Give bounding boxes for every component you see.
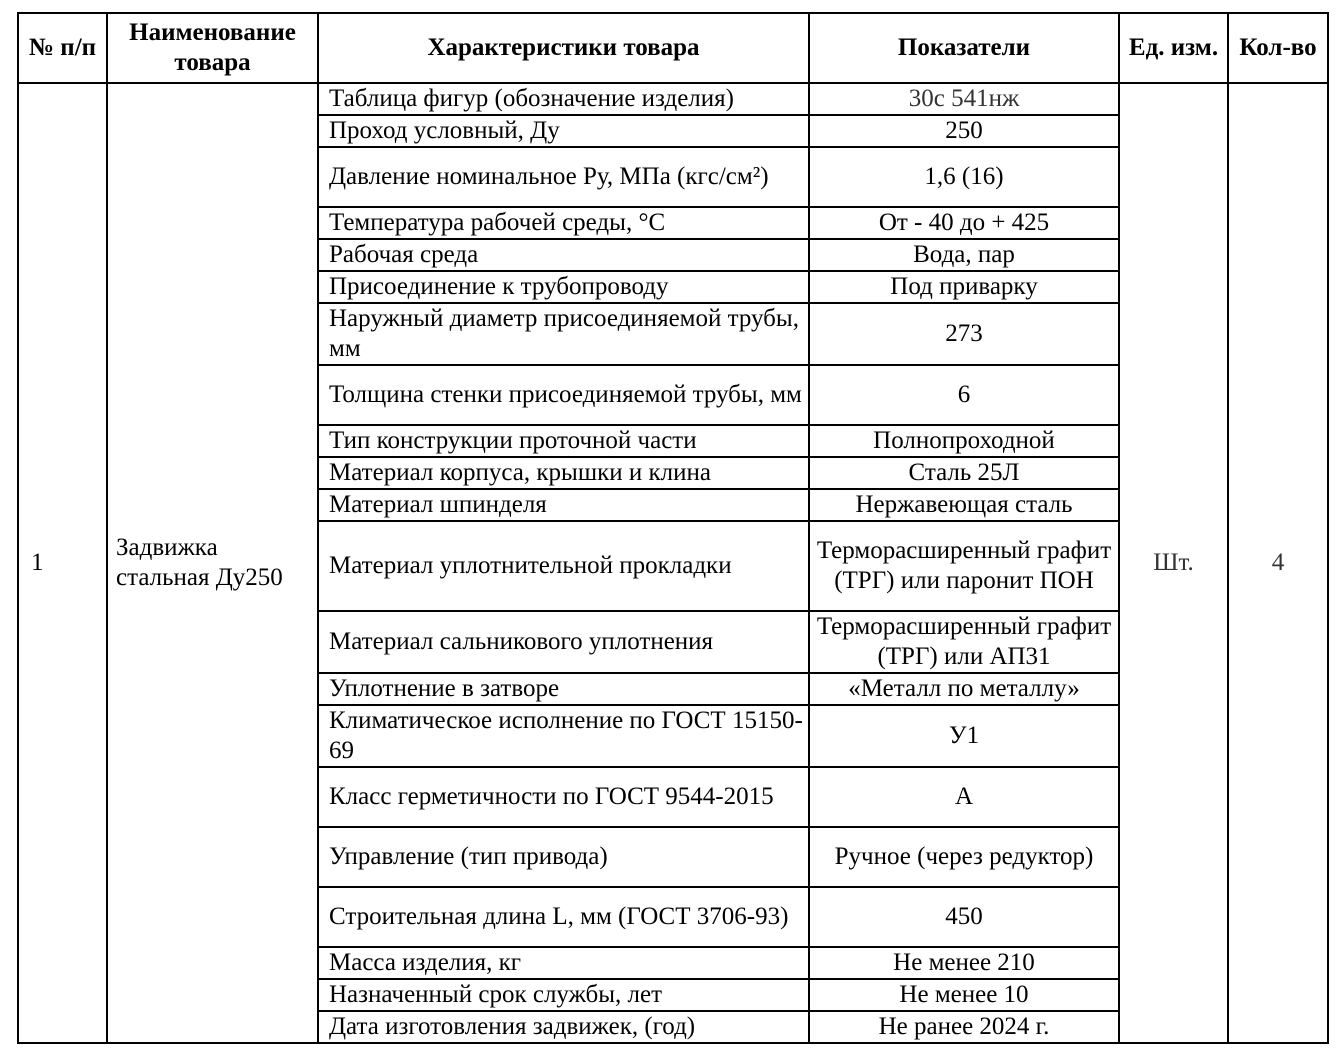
value-cell: 450	[809, 887, 1119, 947]
header-qty: Кол-во	[1228, 13, 1328, 83]
characteristic-cell: Материал уплотнительной прокладки	[318, 521, 809, 611]
characteristic-cell: Материал корпуса, крышки и клина	[318, 457, 809, 489]
value-cell: Нержавеющая сталь	[809, 489, 1119, 521]
characteristic-cell: Строительная длина L, мм (ГОСТ 3706-93)	[318, 887, 809, 947]
value-cell: Сталь 25Л	[809, 457, 1119, 489]
value-cell: 30с 541нж	[809, 83, 1119, 115]
characteristic-cell: Назначенный срок службы, лет	[318, 979, 809, 1011]
value-cell: 6	[809, 365, 1119, 425]
header-name: Наименование товара	[107, 13, 318, 83]
value-cell: Не менее 210	[809, 947, 1119, 979]
characteristic-cell: Таблица фигур (обозначение изделия)	[318, 83, 809, 115]
characteristic-cell: Климатическое исполнение по ГОСТ 15150-69	[318, 705, 809, 767]
characteristic-cell: Масса изделия, кг	[318, 947, 809, 979]
characteristic-cell: Давление номинальное Ру, МПа (кгс/см²)	[318, 147, 809, 207]
header-num: № п/п	[18, 13, 107, 83]
characteristic-cell: Управление (тип привода)	[318, 827, 809, 887]
characteristic-cell: Класс герметичности по ГОСТ 9544-2015	[318, 767, 809, 827]
table-row	[18, 83, 1328, 115]
value-cell: У1	[809, 705, 1119, 767]
value-cell: Вода, пар	[809, 239, 1119, 271]
value-cell: Терморасширенный графит (ТРГ) или АП31	[809, 611, 1119, 673]
value-cell: Не менее 10	[809, 979, 1119, 1011]
item-name: Задвижка стальная Ду250	[107, 83, 318, 1043]
characteristic-cell: Материал шпинделя	[318, 489, 809, 521]
value-cell: 273	[809, 303, 1119, 365]
value-cell: Под приварку	[809, 271, 1119, 303]
item-unit: Шт.	[1119, 83, 1228, 1043]
characteristic-cell: Проход условный, Ду	[318, 115, 809, 147]
value-cell: Ручное (через редуктор)	[809, 827, 1119, 887]
characteristic-cell: Рабочая среда	[318, 239, 809, 271]
characteristic-cell: Дата изготовления задвижек, (год)	[318, 1011, 809, 1043]
characteristic-cell: Толщина стенки присоединяемой трубы, мм	[318, 365, 809, 425]
header-unit: Ед. изм.	[1119, 13, 1228, 83]
item-number: 1	[18, 83, 107, 1043]
characteristic-cell: Температура рабочей среды, °С	[318, 207, 809, 239]
characteristic-cell: Уплотнение в затворе	[318, 673, 809, 705]
value-cell: Полнопроходной	[809, 425, 1119, 457]
value-cell: «Металл по металлу»	[809, 673, 1119, 705]
value-cell: 1,6 (16)	[809, 147, 1119, 207]
value-cell: Терморасширенный графит (ТРГ) или паронит ПОН	[809, 521, 1119, 611]
characteristic-cell: Материал сальникового уплотнения	[318, 611, 809, 673]
header-indicators: Показатели	[809, 13, 1119, 83]
item-quantity: 4	[1228, 83, 1328, 1043]
value-cell: А	[809, 767, 1119, 827]
characteristic-cell: Наружный диаметр присоединяемой трубы, мм	[318, 303, 809, 365]
header-characteristic: Характеристики товара	[318, 13, 809, 83]
table-header-row	[18, 13, 1328, 83]
value-cell: Не ранее 2024 г.	[809, 1011, 1119, 1043]
characteristic-cell: Присоединение к трубопроводу	[318, 271, 809, 303]
characteristic-cell: Тип конструкции проточной части	[318, 425, 809, 457]
value-cell: От - 40 до + 425	[809, 207, 1119, 239]
value-cell: 250	[809, 115, 1119, 147]
specification-table	[17, 12, 1329, 1044]
spec-sheet	[17, 12, 1327, 1044]
